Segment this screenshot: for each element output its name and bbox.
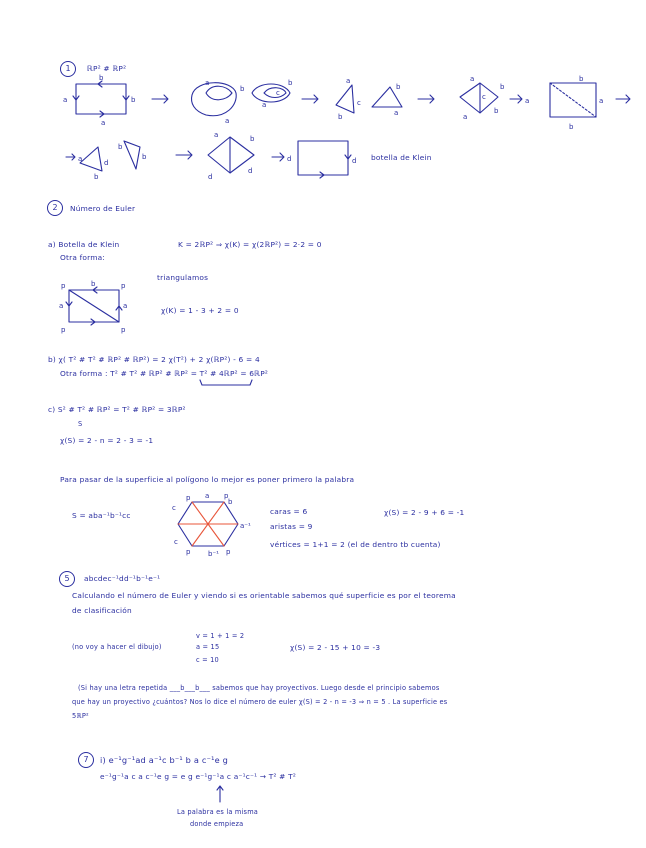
section-7-line1: i) e⁻¹g⁻¹ad a⁻¹c b⁻¹ b a c⁻¹e g bbox=[100, 755, 229, 765]
klein-triangulated-square bbox=[55, 280, 165, 340]
hexagon-polygon bbox=[172, 490, 252, 560]
svg-text:a: a bbox=[225, 117, 230, 125]
aristas-text: aristas = 9 bbox=[270, 522, 313, 531]
svg-text:b: b bbox=[338, 113, 343, 121]
svg-text:p: p bbox=[186, 548, 191, 556]
section-1-title: ℝP² # ℝP² bbox=[87, 64, 127, 73]
svg-text:b: b bbox=[250, 135, 255, 143]
item-b-otra-forma: Otra forma : T² # T² # ℝP² # ℝP² = T² # 4ℝP² = 6ℝP² bbox=[60, 369, 269, 378]
square-1 bbox=[76, 84, 126, 114]
svg-text:b⁻¹: b⁻¹ bbox=[208, 550, 219, 558]
section-7-line2: e⁻¹g⁻¹a c a c⁻¹e g = e g e⁻¹g⁻¹a c a⁻¹c⁻¹ → T² # T² bbox=[100, 772, 296, 781]
svg-text:a: a bbox=[101, 119, 106, 127]
chi-k-formula: χ(K) = 1 - 3 + 2 = 0 bbox=[161, 306, 239, 315]
triangulamos-label: triangulamos bbox=[157, 273, 209, 282]
section-5-line1: Calculando el número de Euler y viendo si es orientable sabemos qué superficie es por el teorema bbox=[72, 591, 456, 600]
section-5-note2: que hay un proyectivo ¿cuántos? Nos lo dice el número de euler χ(S) = 2 - n = -3 ⇒ n = 5 . La superficie es bbox=[72, 698, 448, 706]
klein-bottle-result: botella de Klein bbox=[371, 153, 432, 162]
section-5-word: abcdec⁻¹dd⁻¹b⁻¹e⁻¹ bbox=[84, 574, 161, 583]
item-a-formula: K = 2ℝP² ⇒ χ(K) = χ(2ℝP²) = 2·2 = 0 bbox=[178, 240, 322, 249]
svg-text:p: p bbox=[121, 282, 126, 290]
section-7-note2: donde empieza bbox=[190, 820, 244, 828]
svg-text:p: p bbox=[121, 326, 126, 334]
section-2-number: 2 bbox=[47, 200, 63, 216]
svg-text:d: d bbox=[104, 159, 109, 167]
svg-text:a: a bbox=[525, 97, 530, 105]
section-5-note3: 5ℝP² bbox=[72, 712, 89, 720]
svg-text:a: a bbox=[63, 96, 68, 104]
svg-text:a: a bbox=[394, 109, 399, 117]
svg-text:b: b bbox=[228, 498, 233, 506]
svg-text:p: p bbox=[224, 492, 229, 500]
v-value: v = 1 + 1 = 2 bbox=[196, 632, 245, 640]
svg-text:p: p bbox=[226, 548, 231, 556]
vertices-text: vértices = 1+1 = 2 (el de dentro tb cuenta) bbox=[270, 540, 441, 549]
svg-text:c: c bbox=[357, 99, 361, 107]
svg-text:p: p bbox=[61, 282, 66, 290]
diagram-row-1 bbox=[0, 75, 646, 215]
svg-text:p: p bbox=[61, 326, 66, 334]
svg-text:d: d bbox=[352, 157, 357, 165]
svg-text:a: a bbox=[262, 101, 267, 109]
svg-text:a: a bbox=[346, 77, 351, 85]
svg-text:d: d bbox=[208, 173, 213, 181]
para-pasar-text: Para pasar de la superficie al polígono lo mejor es poner primero la palabra bbox=[60, 475, 355, 484]
svg-text:c: c bbox=[174, 538, 178, 546]
section-5-line2: de clasificación bbox=[72, 606, 132, 615]
svg-text:b: b bbox=[569, 123, 574, 131]
svg-text:p: p bbox=[186, 494, 191, 502]
svg-text:a: a bbox=[463, 113, 468, 121]
otra-forma-label: Otra forma: bbox=[60, 253, 106, 262]
svg-text:a: a bbox=[59, 302, 64, 310]
svg-text:b: b bbox=[288, 79, 293, 87]
svg-text:b: b bbox=[118, 143, 123, 151]
svg-text:a⁻¹: a⁻¹ bbox=[240, 522, 251, 530]
svg-text:a: a bbox=[123, 302, 128, 310]
svg-text:b: b bbox=[396, 83, 401, 91]
section-7-number: 7 bbox=[78, 752, 94, 768]
caras-text: caras = 6 bbox=[270, 507, 308, 516]
svg-text:a: a bbox=[205, 492, 210, 500]
s-word: S = aba⁻¹b⁻¹cc bbox=[72, 511, 131, 520]
svg-text:c: c bbox=[276, 89, 280, 97]
section-7-note1: La palabra es la misma bbox=[177, 808, 259, 816]
a-value: a = 15 bbox=[196, 643, 220, 651]
no-voy-text: (no voy a hacer el dibujo) bbox=[72, 643, 162, 651]
item-c-line: c) S² # T² # ℝP² = T² # ℝP² = 3ℝP² bbox=[48, 405, 186, 414]
b-underbrace bbox=[198, 378, 258, 388]
svg-text:b: b bbox=[91, 280, 96, 288]
svg-text:d: d bbox=[248, 167, 253, 175]
svg-text:a: a bbox=[599, 97, 604, 105]
svg-text:c: c bbox=[172, 504, 176, 512]
chi-s-formula: χ(S) = 2 - n = 2 - 3 = -1 bbox=[60, 436, 154, 445]
item-b-line: b) χ( T² # T² # ℝP² # ℝP²) = 2 χ(T²) + 2 χ(ℝP²) - 6 = 4 bbox=[48, 355, 260, 364]
svg-text:b: b bbox=[94, 173, 99, 181]
pointer-arrow bbox=[215, 784, 225, 804]
svg-text:a: a bbox=[205, 79, 210, 87]
svg-text:b: b bbox=[142, 153, 147, 161]
svg-text:b: b bbox=[99, 74, 104, 82]
svg-text:b: b bbox=[500, 83, 505, 91]
svg-text:c: c bbox=[482, 93, 486, 101]
item-c-s-label: S bbox=[78, 420, 83, 428]
svg-text:d: d bbox=[287, 155, 292, 163]
c-value: c = 10 bbox=[196, 656, 219, 664]
section-1-number: 1 bbox=[60, 61, 76, 77]
svg-text:a: a bbox=[470, 75, 475, 83]
section-5-note1: (Si hay una letra repetida ___b___b___ sabemos que hay proyectivos. Luego desde el principio sabemos bbox=[78, 684, 440, 692]
item-a-label: a) Botella de Klein bbox=[48, 240, 120, 249]
section-5-number: 5 bbox=[59, 571, 75, 587]
section-2-title: Número de Euler bbox=[70, 204, 136, 213]
svg-text:a: a bbox=[78, 155, 83, 163]
svg-text:b: b bbox=[579, 75, 584, 83]
section-5-chi: χ(S) = 2 - 15 + 10 = -3 bbox=[290, 643, 381, 652]
svg-text:b: b bbox=[494, 107, 499, 115]
svg-text:a: a bbox=[214, 131, 219, 139]
svg-text:b: b bbox=[131, 96, 136, 104]
chi-s2-formula: χ(S) = 2 - 9 + 6 = -1 bbox=[384, 508, 465, 517]
svg-text:b: b bbox=[240, 85, 245, 93]
